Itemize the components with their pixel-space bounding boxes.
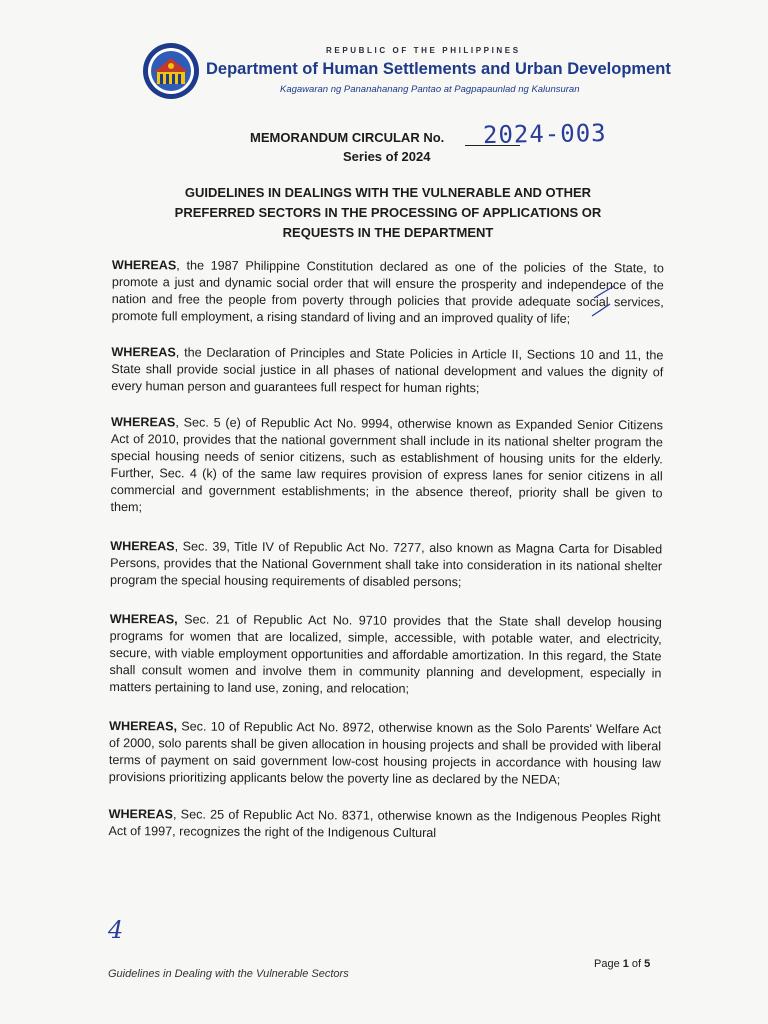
whereas-paragraph — [112, 257, 664, 328]
title-line: PREFERRED SECTORS IN THE PROCESSING OF APPLICATIONS OR — [174, 205, 602, 220]
page-current: 1 — [622, 958, 629, 970]
footer-document-title: Guidelines in Dealing with the Vulnerable Sectors — [108, 968, 349, 980]
republic-heading: REPUBLIC OF THE PHILIPPINES — [326, 46, 521, 55]
whereas-paragraph — [110, 538, 662, 592]
handwritten-initial: 4 — [108, 916, 124, 944]
paragraph-text: , Sec. 39, Title IV of Republic Act No. 7277, also known as Magna Carta for Disabled Persons, provides that the National Government shall take into consideration in its national shelter program the special housing requirements of disabled persons; — [109, 539, 663, 590]
document-title — [140, 183, 636, 243]
paragraph-text: , Sec. 5 (e) of Republic Act No. 9994, otherwise known as Expanded Senior Citizens Act of 2010, provides that the national government shall include in its national shelter program the special housing needs of senior citizens, such as establishment of housing units for the elderly. Further, Sec. 4 (k) of the same law requires provision of express lanes for senior citizens in all commercial and government establishments; in the absence thereof, priority shall be given to them; — [110, 415, 664, 515]
page-of: of — [628, 958, 645, 970]
whereas-paragraph — [109, 611, 662, 699]
page-total: 5 — [644, 958, 651, 970]
whereas-paragraph — [109, 718, 661, 789]
agency-name: Department of Human Settlements and Urban Development — [206, 60, 671, 78]
page-number — [594, 958, 650, 970]
whereas-paragraph — [111, 344, 663, 398]
paragraph-lead: WHEREAS — [110, 538, 175, 554]
whereas-paragraph — [108, 806, 660, 843]
paragraph-text: , Sec. 25 of Republic Act No. 8371, otherwise known as the Indigenous Peoples Right Act of 1997, recognizes the right of the Indigenous Cultural — [108, 807, 661, 840]
paragraph-lead: WHEREAS, — [109, 611, 178, 627]
paragraph-lead: WHEREAS — [111, 344, 176, 360]
paragraph-text: Sec. 21 of Republic Act No. 9710 provides that the State shall develop housing programs for women that are localized, simple, accessible, with potable water, and electricity, secure, with viable employment opportunities and affordable amortization. In this regard, the State shall consult women and involve them in community planning and development, especially in matters pertaining to land use, zoning, and relocation; — [109, 612, 662, 696]
paragraph-lead: WHEREAS — [108, 806, 174, 822]
paragraph-lead: WHEREAS — [110, 414, 176, 430]
paragraph-text: , the Declaration of Principles and State Policies in Article II, Sections 10 and 11, the State shall provide social justice in all phases of national development and values the dignity of every human person and guarantees full respect for human rights; — [111, 345, 664, 396]
title-line: REQUESTS IN THE DEPARTMENT — [282, 225, 494, 240]
paragraph-lead: WHEREAS — [111, 257, 177, 273]
pen-mark-icon — [590, 280, 620, 320]
agency-name-filipino: Kagawaran ng Pananahanang Pantao at Pagpapaunlad ng Kalunsuran — [280, 84, 580, 95]
memo-series: Series of 2024 — [343, 149, 431, 164]
title-line: GUIDELINES IN DEALINGS WITH THE VULNERABLE AND OTHER — [184, 185, 592, 200]
paragraph-text: Sec. 10 of Republic Act No. 8972, otherwise known as the Solo Parents' Welfare Act of 2000, solo parents shall be given allocation in housing projects and shall be provided with liberal terms of payment on said government low-cost housing projects in accordance with housing law provisions prioritizing applicants below the poverty line as declared by the NEDA; — [108, 719, 662, 787]
whereas-paragraph — [110, 414, 663, 519]
memo-number: 2024-003 — [482, 118, 607, 150]
dhsud-seal-icon — [142, 42, 200, 100]
paragraph-lead: WHEREAS, — [109, 718, 178, 734]
page-prefix: Page — [594, 958, 623, 970]
memo-label: MEMORANDUM CIRCULAR No. — [250, 130, 445, 145]
document-body — [108, 257, 664, 862]
paragraph-text: , the 1987 Philippine Constitution declared as one of the policies of the State, to promote a just and dynamic social order that will ensure the prosperity and independence of the nation and free the people from poverty through policies that provide adequate social services, promote full employment, a rising standard of living and an improved quality of life; — [111, 258, 664, 326]
